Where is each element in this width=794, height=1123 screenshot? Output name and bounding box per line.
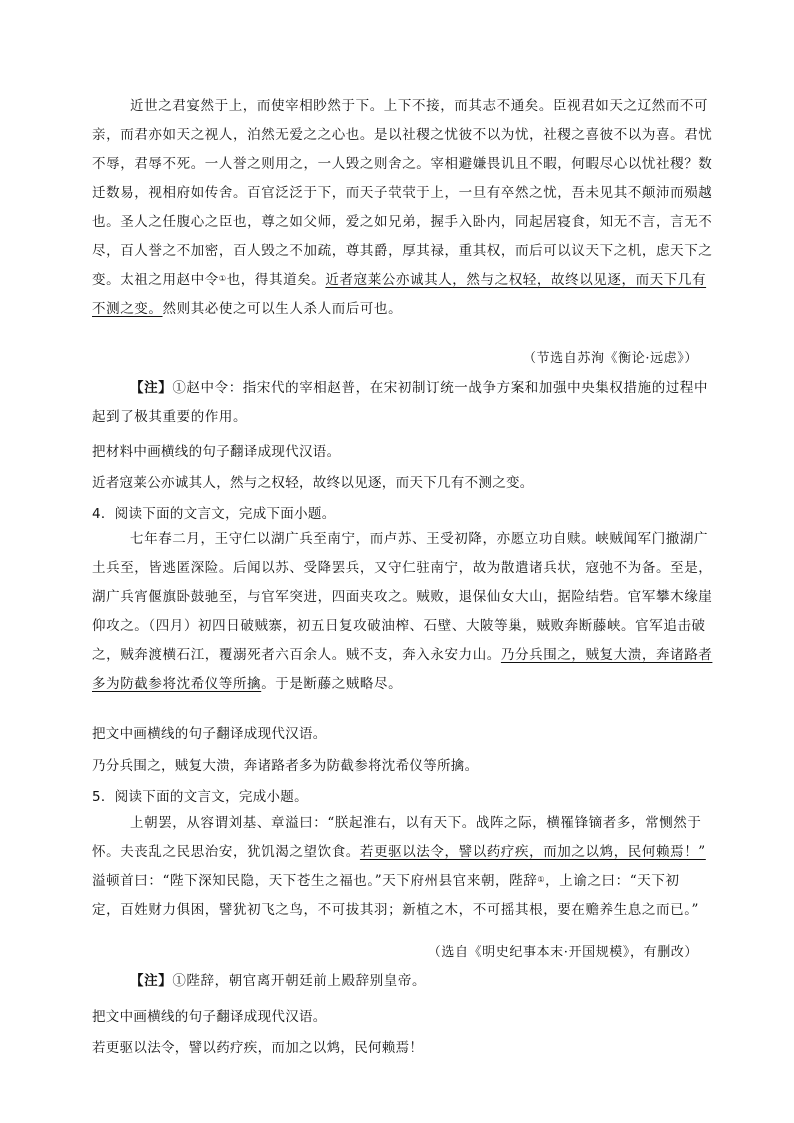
passage-line: 不辱，君辱不死。一人誉之则用之，一人毁之则舍之。宰相避嫌畏讥且不暇，何暇尽心以忧社稷？数 bbox=[92, 156, 713, 172]
passage-line: 亲，而君亦如天之视人，泊然无爱之之心也。是以社稷之忧彼不以为忧，社稷之喜彼不以为喜。君忧 bbox=[92, 127, 713, 143]
footnote-line: 起到了极其重要的作用。 bbox=[92, 409, 248, 425]
passage-line: 湖广兵宵偃旗卧鼓驰至，与官军突进，四面夹攻之。贼败，退保仙女大山，据险结砦。官军攀木缘崖 bbox=[92, 589, 713, 605]
passage-line bbox=[92, 838, 704, 867]
text-segment: 变。太祖之用赵中令 bbox=[92, 272, 219, 288]
text-segment: 怀。夫丧乱之民思治安，犹饥渴之望饮食。 bbox=[92, 844, 360, 860]
underlined-sentence: 乃分兵围之，贼复大溃，奔诸路者 bbox=[500, 647, 713, 663]
source-citation: （节选自苏洵《衡论·远虑》） bbox=[522, 351, 698, 366]
passage-line: 迁数易，视相府如传舍。百官泛泛于下，而天子茕茕于上，一旦有卒然之忧，吾未见其不颠沛而殒越 bbox=[92, 185, 713, 201]
footnote-line bbox=[92, 374, 709, 403]
section-heading: 5．阅读下面的文言文，完成小题。 bbox=[92, 789, 308, 805]
footnote-marker: ① bbox=[537, 875, 546, 884]
passage-4 bbox=[92, 525, 713, 699]
question-text: 把材料中画横线的句子翻译成现代汉语。 bbox=[92, 444, 341, 460]
passage-line bbox=[92, 867, 704, 896]
answer-sentence: 近者寇莱公亦诚其人，然与之权轻，故终以见逐，而天下几有不测之变。 bbox=[92, 475, 534, 491]
question-text: 把文中画横线的句子翻译成现代汉语。 bbox=[92, 726, 327, 742]
question-text: 把文中画横线的句子翻译成现代汉语。 bbox=[92, 1009, 327, 1025]
answer-sentence: 乃分兵围之，贼复大溃，奔诸路者多为防截参将沈希仪等所擒。 bbox=[92, 758, 479, 774]
underlined-sentence: 不测之变。 bbox=[92, 301, 163, 317]
section-heading: 4．阅读下面的文言文，完成下面小题。 bbox=[92, 506, 336, 522]
passage-line: 尽，百人誉之不加密，百人毁之不加疏，尊其爵，厚其禄，重其权，而后可以议天下之机，虑天下之 bbox=[92, 243, 713, 259]
passage-line: 也。圣人之任腹心之臣也，尊之如父师，爱之如兄弟，握手入卧内，同起居寝食，知无不言，言无不 bbox=[92, 214, 713, 230]
source-citation: （选自《明史纪事本末·开国规模》，有删改） bbox=[427, 945, 698, 960]
footnote-marker: ① bbox=[218, 274, 227, 283]
text-segment: ，上谕之曰：“天下初 bbox=[545, 873, 680, 889]
passage-line bbox=[92, 295, 704, 324]
passage-line: 土兵至，皆逃匿深险。后闻以苏、受降罢兵，又守仁驻南宁，故为散遣诸兵状，寇弛不为备。至是， bbox=[92, 560, 713, 576]
footnote-text: ①陛辞，朝官离开朝廷前上殿辞别皇帝。 bbox=[172, 973, 427, 989]
underlined-sentence: 近者寇莱公亦诚其人，然与之权轻，故终以见逐，而天下几有 bbox=[325, 272, 707, 288]
passage-5 bbox=[92, 809, 704, 925]
passage-1 bbox=[92, 92, 713, 324]
text-segment: 然则其必使之可以生人杀人而后可也。 bbox=[162, 301, 403, 317]
footnote-line bbox=[92, 967, 704, 996]
passage-line bbox=[92, 670, 704, 699]
passage-line bbox=[92, 266, 707, 295]
text-segment: 之，贼奔渡横石江，覆溺死者六百余人。贼不支，奔入永安力山。 bbox=[92, 647, 501, 663]
note-tag: 【注】 bbox=[130, 380, 173, 396]
footnote bbox=[92, 967, 704, 996]
passage-line: 七年春二月，王守仁以湖广兵至南宁，而卢苏、王受初降，亦愿立功自赎。峡贼闻军门撤湖广 bbox=[130, 531, 709, 547]
note-tag: 【注】 bbox=[130, 973, 173, 989]
passage-line: 上朝罢，从容谓刘基、章溢曰：“朕起淮右，以有天下。战阵之际，横罹锋镝者多，常恻然于 bbox=[130, 815, 702, 831]
passage-line: 仰攻之。（四月）初四日破贼寨，初五日复攻破油榨、石壁、大陂等巢，贼败奔断藤峡。官军追击破 bbox=[92, 618, 706, 634]
underlined-sentence: 若更驱以法令，譬以药疗疾，而加之以鸩，民何赖焉！” bbox=[359, 844, 706, 860]
text-segment: 。于是断藤之贼略尽。 bbox=[261, 676, 403, 692]
footnote-text: ①赵中令：指宋代的宰相赵普，在宋初制订统一战争方案和加强中央集权措施的过程中 bbox=[172, 380, 709, 396]
answer-sentence: 若更驱以法令，譬以药疗疾，而加之以鸩，民何赖焉！ bbox=[92, 1040, 424, 1056]
passage-line bbox=[92, 641, 713, 670]
text-segment: 溢顿首曰：“陛下深知民隐，天下苍生之福也。”天下府州县官来朝，陛辞 bbox=[92, 873, 538, 889]
text-segment: 也，得其道矣。 bbox=[226, 272, 326, 288]
passage-line: 近世之君宴然于上，而使宰相眇然于下。上下不接，而其志不通矣。臣视君如天之辽然而不可 bbox=[130, 98, 709, 114]
footnote bbox=[92, 374, 709, 432]
underlined-sentence: 多为防截参将沈希仪等所擒 bbox=[92, 676, 262, 692]
passage-line: 定，百姓财力俱困，譬犹初飞之鸟，不可拔其羽；新植之木，不可摇其根，要在赡养生息之而已。” bbox=[92, 902, 700, 918]
